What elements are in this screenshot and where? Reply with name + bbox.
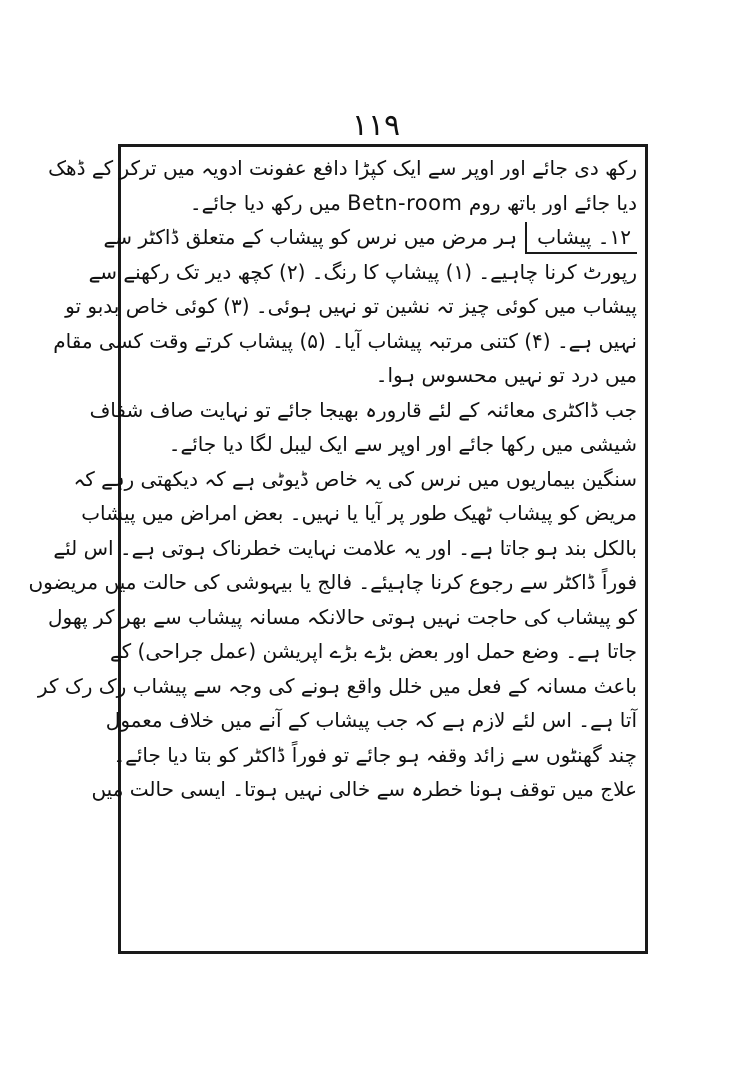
text-line-1: رکھ دی جائے اور اوپر سے ایک کپڑا دافع عفونت ادویہ میں ترکر کے ڈھک (48, 156, 637, 180)
text-line-3 (103, 220, 637, 255)
section-label: ۱۲۔ پیشاب (525, 222, 637, 254)
page-frame (28, 144, 648, 954)
text-line-13: فوراً ڈاکٹر سے رجوع کرنا چاہیئے۔ فالج یا بیہوشی کی حالت میں مریضوں (28, 570, 637, 594)
text-line-12: بالکل بند ہو جاتا ہے۔ اور یہ علامت نہایت خطرناک ہوتی ہے۔ اس لئے (53, 535, 637, 560)
text-line-7: میں درد تو نہیں محسوس ہوا۔ (375, 363, 637, 387)
text-line-19: علاج میں توقف ہونا خطرہ سے خالی نہیں ہوتا۔ ایسی حالت میں (91, 777, 637, 801)
body-text (28, 151, 637, 947)
text-line-9: شیشی میں رکھا جائے اور اوپر سے ایک لیبل لگا دیا جائے۔ (168, 432, 637, 456)
text-line-2-start: دیا جائے اور باتھ روم (468, 190, 637, 215)
text-line-10: سنگین بیماریوں میں نرس کی یہ خاص ڈیوٹی ہے کہ دیکھتی رہے کہ (73, 466, 637, 491)
text-line-8: جب ڈاکٹری معائنہ کے لئے قارورہ بھیجا جائے تو نہایت صاف شفاف (89, 397, 637, 422)
text-line-17: آتا ہے۔ اس لئے لازم ہے کہ جب پیشاب کے آنے میں خلاف معمول (105, 708, 637, 732)
text-line-6: نہیں ہے۔ (۴) کتنی مرتبہ پیشاب آیا۔ (۵) پیشاب کرتے وقت کسی مقام (53, 328, 637, 353)
text-line-3-body: ہر مرض میں نرس کو پیشاب کے متعلق ڈاکٹر سے (103, 225, 518, 249)
text-line-5: پیشاب میں کوئی چیز تہ نشین تو نہیں ہوئی۔ (۳) کوئی خاص بدبو تو (65, 294, 637, 318)
text-line-18: چند گھنٹوں سے زائد وقفہ ہو جائے تو فوراً ڈاکٹر کو بتا دیا جائے۔ (113, 742, 637, 767)
text-line-2 (129, 186, 637, 221)
text-line-4: رپورٹ کرنا چاہیے۔ (۱) پیشاپ کا رنگ۔ (۲) کچھ دیر تک رکھنے سے (88, 259, 637, 284)
bath-room-term: Betn-room (347, 190, 463, 215)
text-line-16: باعث مسانہ کے فعل میں خلل واقع ہونے کی وجہ سے پیشاب رک رک کر (37, 673, 637, 698)
text-line-14: کو پیشاب کی حاجت نہیں ہوتی حالانکہ مسانہ پیشاب سے بھر کر پھول (48, 604, 637, 629)
text-line-2-end: میں رکھ دیا جائے۔ (189, 190, 341, 215)
text-line-15: جاتا ہے۔ وضع حمل اور بعض بڑے بڑے اپریشن (عمل جراحی) کے (109, 639, 637, 663)
text-line-11: مریض کو پیشاب ٹھیک طور پر آیا یا نہیں۔ بعض امراض میں پیشاب (81, 501, 637, 525)
page-number: ۱۱۹ (351, 108, 401, 143)
